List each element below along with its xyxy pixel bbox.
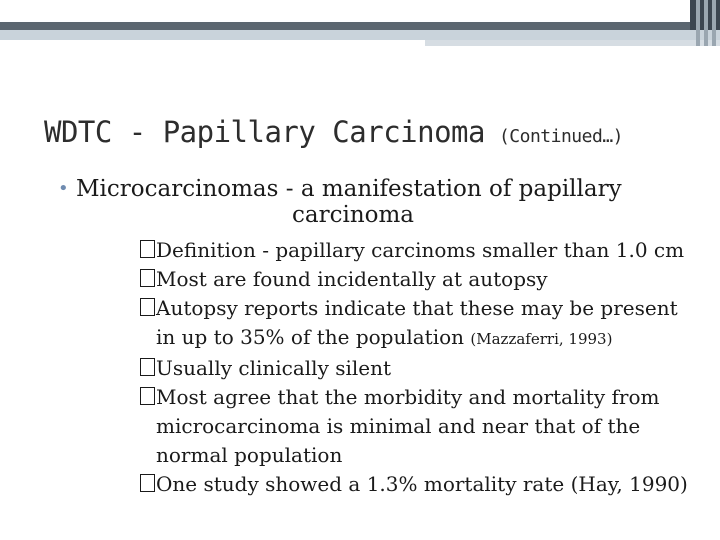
header-bar-dark: [0, 22, 720, 30]
missing-glyph-icon: [140, 298, 155, 316]
bullet-dot-icon: •: [58, 178, 69, 199]
sub-bullet: [140, 354, 698, 383]
top-band: [0, 0, 720, 22]
sub-bullet-text: Usually clinically silent: [156, 356, 392, 380]
missing-glyph-icon: [140, 358, 155, 376]
sub-bullet: [140, 236, 698, 265]
sub-bullet-continuation: microcarcinoma is minimal and near that of the: [156, 414, 641, 438]
sub-bullet-text: Most agree that the morbidity and mortality from: [156, 385, 660, 409]
header-bar-light: [0, 30, 720, 40]
sub-bullet: [140, 470, 698, 499]
sub-bullet-text: Autopsy reports indicate that these may be present: [156, 296, 678, 320]
sub-bullet: [140, 383, 698, 470]
missing-glyph-icon: [140, 269, 155, 287]
main-bullet-line2: carcinoma: [292, 202, 415, 228]
sub-bullet-continuation: [140, 323, 698, 354]
main-bullet-line1: Microcarcinomas - a manifestation of papillary: [76, 176, 622, 202]
sub-bullet-text: Definition - papillary carcinoms smaller than 1.0 cm: [156, 238, 685, 262]
corner-stripe: [696, 0, 700, 46]
sub-bullet: [140, 294, 698, 354]
main-bullet: [58, 176, 698, 228]
missing-glyph-icon: [140, 474, 155, 492]
corner-stripe: [712, 0, 716, 46]
sub-bullet-list: [58, 236, 698, 499]
sub-bullet: [140, 265, 698, 294]
header-bar-accent: [425, 40, 720, 46]
slide-body: [58, 176, 698, 499]
missing-glyph-icon: [140, 387, 155, 405]
slide-title-main: WDTC - Papillary Carcinoma: [44, 115, 485, 149]
citation: (Mazzaferri, 1993): [470, 330, 613, 348]
slide-title: [44, 112, 623, 157]
sub-bullet-text: Most are found incidentally at autopsy: [156, 267, 548, 291]
missing-glyph-icon: [140, 240, 155, 258]
slide-title-sub: (Continued…): [498, 126, 623, 147]
corner-stripe: [704, 0, 708, 46]
sub-bullet-text: One study showed a 1.3% mortality rate (Hay, 1990): [156, 472, 688, 496]
sub-bullet-continuation: normal population: [156, 443, 343, 467]
sub-bullet-text: in up to 35% of the population: [156, 325, 471, 349]
